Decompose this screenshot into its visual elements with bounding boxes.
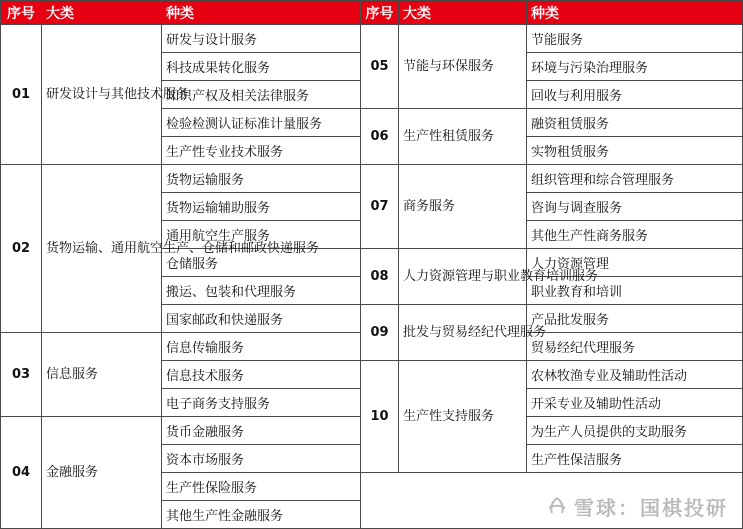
right-table-body xyxy=(361,25,743,529)
category-number: 10 xyxy=(361,361,399,473)
highlighted-service-type: 研发与设计服务 xyxy=(162,25,361,53)
service-type: 环境与污染治理服务 xyxy=(527,53,743,81)
service-type: 生产性专业技术服务 xyxy=(162,137,361,165)
header-kind: 种类 xyxy=(527,1,743,25)
table-row xyxy=(361,249,743,277)
category-name: 节能与环保服务 xyxy=(399,25,527,109)
service-type: 货物运输辅助服务 xyxy=(162,193,361,221)
header-major: 大类 xyxy=(399,1,527,25)
category-name: 商务服务 xyxy=(399,165,527,249)
table-row xyxy=(1,417,361,445)
table-row xyxy=(361,25,743,53)
service-type: 贸易经纪代理服务 xyxy=(527,333,743,361)
service-type: 货币金融服务 xyxy=(162,417,361,445)
service-type: 咨询与调查服务 xyxy=(527,193,743,221)
header-major: 大类 xyxy=(42,1,162,25)
header-kind: 种类 xyxy=(162,1,361,25)
right-header-row xyxy=(361,1,743,25)
category-number: 08 xyxy=(361,249,399,305)
service-type: 为生产人员提供的支助服务 xyxy=(527,417,743,445)
category-name: 信息服务 xyxy=(42,333,162,417)
watermark-text: 雪球：国棋投研 xyxy=(574,496,728,520)
service-type: 其他生产性金融服务 xyxy=(162,501,361,529)
service-type: 回收与利用服务 xyxy=(527,81,743,109)
table-row xyxy=(1,333,361,361)
service-type: 职业教育和培训 xyxy=(527,277,743,305)
service-type: 信息传输服务 xyxy=(162,333,361,361)
service-type: 资本市场服务 xyxy=(162,445,361,473)
service-type: 科技成果转化服务 xyxy=(162,53,361,81)
category-name: 批发与贸易经纪代理服务 xyxy=(399,305,527,361)
category-name: 人力资源管理与职业教育培训服务 xyxy=(399,249,527,305)
table-row xyxy=(1,165,361,193)
highlighted-service-type: 检验检测认证标准计量服务 xyxy=(162,109,361,137)
right-table xyxy=(360,0,743,529)
left-table xyxy=(0,0,361,529)
service-type: 开采专业及辅助性活动 xyxy=(527,389,743,417)
service-type: 产品批发服务 xyxy=(527,305,743,333)
service-type: 农林牧渔专业及辅助性活动 xyxy=(527,361,743,389)
header-seq: 序号 xyxy=(1,1,42,25)
category-name: 研发设计与其他技术服务 xyxy=(42,25,162,165)
highlighted-service-type: 节能服务 xyxy=(527,25,743,53)
left-table-body xyxy=(1,25,361,529)
category-name: 金融服务 xyxy=(42,417,162,529)
category-name: 货物运输、通用航空生产、仓储和邮政快递服务 xyxy=(42,165,162,333)
category-number: 09 xyxy=(361,305,399,361)
snowball-logo-icon xyxy=(546,496,568,518)
watermark xyxy=(546,492,728,521)
service-type: 组织管理和综合管理服务 xyxy=(527,165,743,193)
table-row xyxy=(361,109,743,137)
service-type: 生产性保洁服务 xyxy=(527,445,743,473)
category-number: 06 xyxy=(361,109,399,165)
category-name: 生产性支持服务 xyxy=(399,361,527,473)
category-number: 05 xyxy=(361,25,399,109)
table-row xyxy=(361,305,743,333)
service-type: 人力资源管理 xyxy=(527,249,743,277)
service-type: 生产性保险服务 xyxy=(162,473,361,501)
left-header-row xyxy=(1,1,361,25)
category-number: 02 xyxy=(1,165,42,333)
table-row xyxy=(1,25,361,53)
service-type: 国家邮政和快递服务 xyxy=(162,305,361,333)
service-type: 信息技术服务 xyxy=(162,361,361,389)
service-type: 知识产权及相关法律服务 xyxy=(162,81,361,109)
category-number: 03 xyxy=(1,333,42,417)
service-type: 仓储服务 xyxy=(162,249,361,277)
service-type: 搬运、包装和代理服务 xyxy=(162,277,361,305)
service-type: 电子商务支持服务 xyxy=(162,389,361,417)
service-type: 通用航空生产服务 xyxy=(162,221,361,249)
header-seq: 序号 xyxy=(361,1,399,25)
category-number: 07 xyxy=(361,165,399,249)
service-type: 其他生产性商务服务 xyxy=(527,221,743,249)
category-number: 01 xyxy=(1,25,42,165)
service-type: 实物租赁服务 xyxy=(527,137,743,165)
category-number: 04 xyxy=(1,417,42,529)
service-type: 货物运输服务 xyxy=(162,165,361,193)
service-type: 融资租赁服务 xyxy=(527,109,743,137)
category-name: 生产性租赁服务 xyxy=(399,109,527,165)
table-row xyxy=(361,361,743,389)
table-row xyxy=(361,165,743,193)
